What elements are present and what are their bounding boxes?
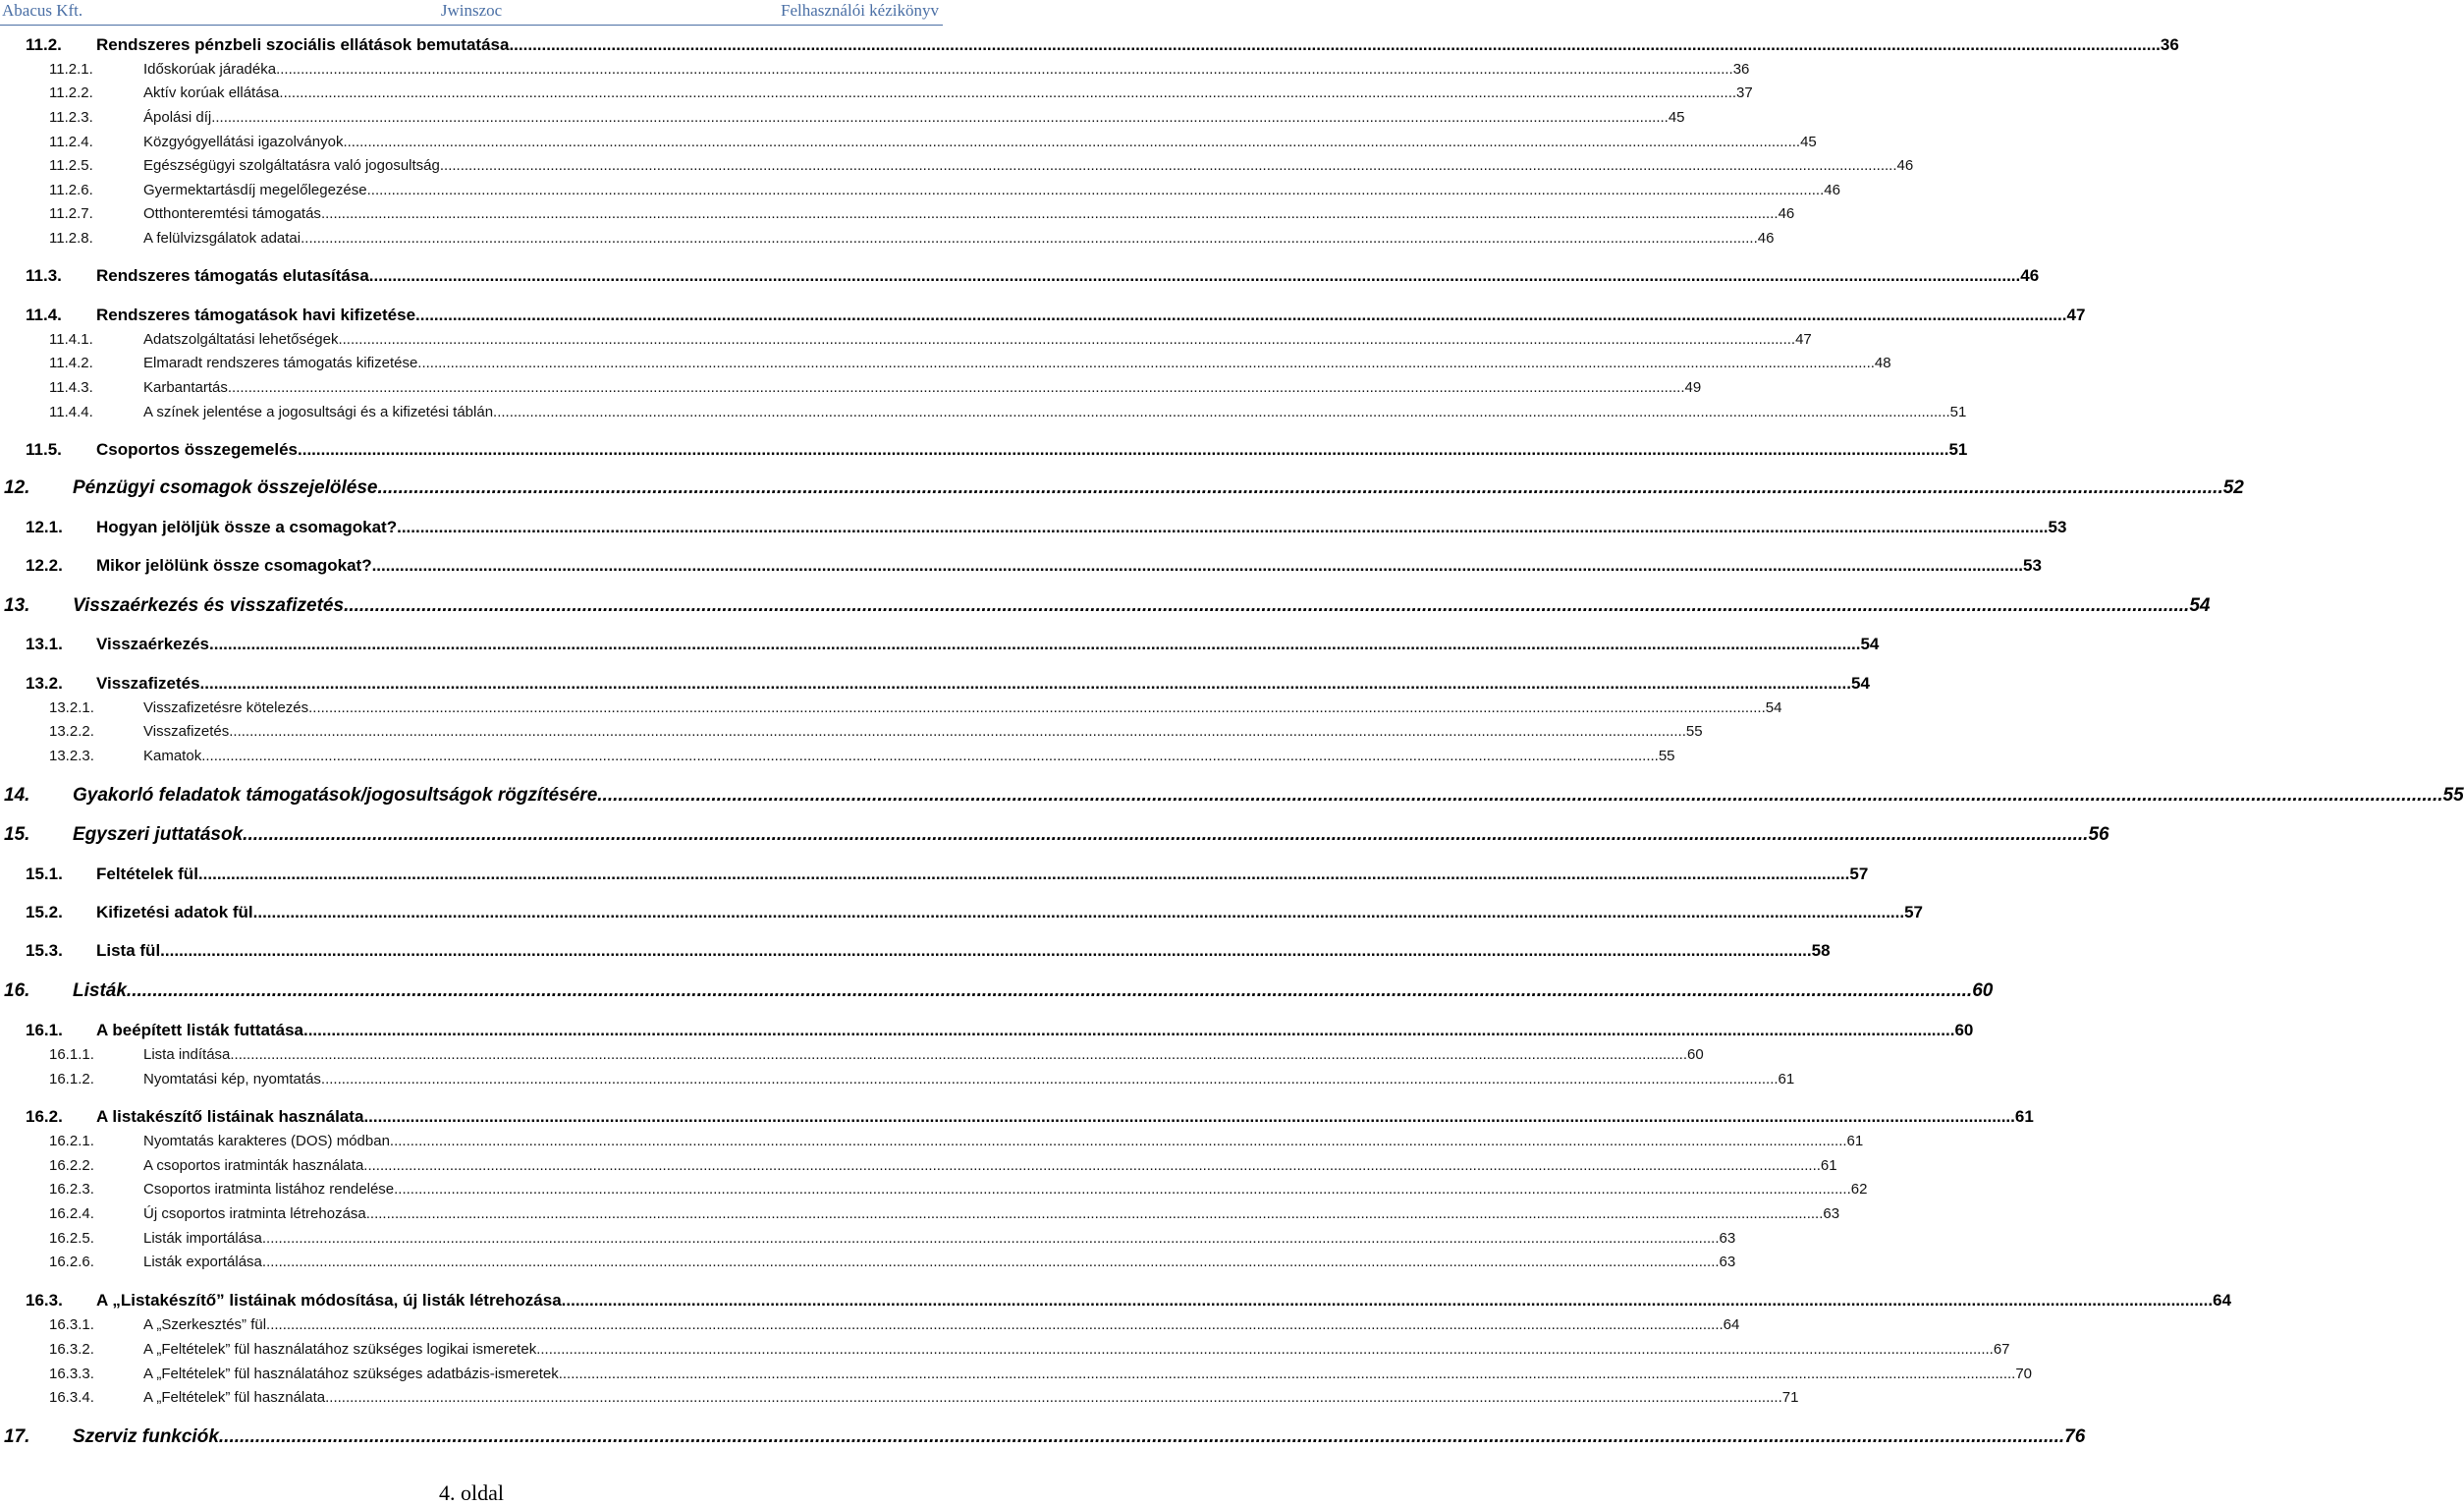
toc-entry-number: 11.2.6. bbox=[49, 182, 93, 198]
toc-dot-leader bbox=[276, 61, 1733, 78]
toc-entry-page: 63 bbox=[1823, 1205, 1840, 1222]
toc-entry[interactable] bbox=[4, 785, 2464, 810]
toc-entry-title: Időskorúak járadéka bbox=[143, 61, 277, 78]
toc-entry-number: 16.3.1. bbox=[49, 1316, 94, 1333]
toc-dot-leader bbox=[366, 1205, 1824, 1222]
toc-entry-title: Kamatok bbox=[143, 748, 202, 764]
toc-entry-number: 11.2.8. bbox=[49, 230, 93, 247]
toc-entry-page: 37 bbox=[1736, 84, 1753, 101]
toc-entry-title: Aktív korúak ellátása bbox=[143, 84, 280, 101]
toc-entry-page: 55 bbox=[2442, 785, 2464, 806]
toc-entry-number: 16.3. bbox=[26, 1291, 63, 1310]
toc-entry-title: Gyakorló feladatok támogatások/jogosultságok rögzítésére bbox=[73, 785, 598, 806]
header-company: Abacus Kft. bbox=[2, 1, 83, 20]
toc-entry-title: Egészségügyi szolgáltatásra való jogosultság bbox=[143, 157, 440, 174]
toc-entry[interactable] bbox=[26, 635, 1880, 656]
toc-entry[interactable] bbox=[49, 1157, 1837, 1177]
toc-entry[interactable] bbox=[26, 556, 2042, 578]
toc-entry[interactable] bbox=[26, 266, 2040, 288]
toc-entry-page: 61 bbox=[1846, 1133, 1864, 1149]
toc-entry[interactable] bbox=[4, 980, 1994, 1006]
toc-entry-number: 11.2.5. bbox=[49, 157, 93, 174]
toc-dot-leader bbox=[321, 1071, 1779, 1088]
toc-entry-number: 13.2.3. bbox=[49, 748, 94, 764]
toc-entry-number: 12.1. bbox=[26, 518, 63, 536]
toc-entry-number: 16.2.3. bbox=[49, 1181, 94, 1198]
toc-entry-number: 16.3.3. bbox=[49, 1366, 94, 1382]
toc-dot-leader bbox=[228, 379, 1685, 396]
toc-entry-page: 55 bbox=[1685, 723, 1703, 740]
toc-dot-leader bbox=[262, 1254, 1720, 1270]
toc-entry-page: 63 bbox=[1719, 1254, 1736, 1270]
toc-entry[interactable] bbox=[49, 1316, 1740, 1336]
toc-dot-leader bbox=[343, 134, 1800, 150]
toc-entry-page: 55 bbox=[1658, 748, 1675, 764]
toc-entry-page: 46 bbox=[1757, 230, 1775, 247]
toc-entry-number: 17. bbox=[4, 1426, 30, 1447]
toc-entry-page: 51 bbox=[1949, 404, 1967, 420]
toc-dot-leader bbox=[509, 35, 2160, 55]
toc-entry-page: 60 bbox=[1687, 1046, 1704, 1063]
toc-dot-leader bbox=[301, 230, 1758, 247]
toc-entry-title: Visszaérkezés és visszafizetés bbox=[73, 595, 345, 616]
toc-entry[interactable] bbox=[49, 1341, 2010, 1361]
toc-entry-number: 15. bbox=[4, 824, 30, 845]
toc-entry[interactable] bbox=[49, 1230, 1736, 1250]
toc-entry-title: Kifizetési adatok fül bbox=[96, 903, 253, 921]
toc-entry[interactable] bbox=[49, 699, 1782, 719]
toc-dot-leader bbox=[219, 1426, 2064, 1448]
toc-entry-number: 11.5. bbox=[26, 440, 62, 459]
toc-entry-number: 16.3.4. bbox=[49, 1389, 94, 1406]
toc-entry-number: 16.1.1. bbox=[49, 1046, 94, 1063]
toc-entry-page: 57 bbox=[1904, 903, 1924, 921]
toc-entry-number: 16.1.2. bbox=[49, 1071, 94, 1088]
toc-entry[interactable] bbox=[49, 404, 1967, 423]
toc-entry-title: A „Feltételek” fül használata bbox=[143, 1389, 326, 1406]
toc-entry-title: Karbantartás bbox=[143, 379, 228, 396]
toc-entry[interactable] bbox=[49, 134, 1817, 153]
toc-entry-title: A listakészítő listáinak használata bbox=[96, 1107, 364, 1126]
toc-entry-page: 56 bbox=[2088, 824, 2109, 845]
toc-entry-number: 15.1. bbox=[26, 865, 63, 883]
toc-entry[interactable] bbox=[49, 84, 1753, 104]
toc-entry-page: 54 bbox=[1850, 674, 1870, 693]
toc-entry-title: Csoportos iratminta listához rendelése bbox=[143, 1181, 395, 1198]
toc-dot-leader bbox=[303, 1021, 1954, 1040]
toc-entry-title: A csoportos iratminták használata bbox=[143, 1157, 364, 1174]
toc-entry-number: 11.2.3. bbox=[49, 109, 93, 126]
toc-entry[interactable] bbox=[26, 440, 1968, 462]
toc-dot-leader bbox=[198, 865, 1849, 884]
toc-entry-title: Mikor jelölünk össze csomagokat? bbox=[96, 556, 372, 575]
toc-dot-leader bbox=[201, 748, 1659, 764]
toc-entry-page: 54 bbox=[2189, 595, 2211, 616]
toc-entry[interactable] bbox=[4, 1426, 2086, 1452]
toc-entry-page: 76 bbox=[2064, 1426, 2086, 1447]
toc-entry-number: 16. bbox=[4, 980, 30, 1001]
toc-entry-title: Listák bbox=[73, 980, 127, 1001]
toc-entry-title: A beépített listák futtatása bbox=[96, 1021, 303, 1039]
toc-dot-leader bbox=[321, 205, 1779, 222]
toc-entry-number: 11.4.2. bbox=[49, 355, 93, 371]
toc-entry-page: 36 bbox=[1732, 61, 1750, 78]
toc-dot-leader bbox=[127, 980, 1972, 1002]
toc-entry-title: Listák importálása bbox=[143, 1230, 262, 1247]
toc-entry-page: 60 bbox=[1954, 1021, 1974, 1039]
toc-dot-leader bbox=[325, 1389, 1782, 1406]
toc-entry-title: Lista fül bbox=[96, 941, 161, 960]
toc-dot-leader bbox=[440, 157, 1897, 174]
toc-dot-leader bbox=[536, 1341, 1994, 1358]
toc-entry-title: A „Feltételek” fül használatához szükséges logikai ismeretek bbox=[143, 1341, 537, 1358]
toc-entry[interactable] bbox=[49, 1366, 2033, 1385]
toc-entry-title: Hogyan jelöljük össze a csomagokat? bbox=[96, 518, 398, 536]
toc-entry-title: Feltételek fül bbox=[96, 865, 198, 883]
toc-entry[interactable] bbox=[26, 306, 2086, 327]
toc-entry-title: Listák exportálása bbox=[143, 1254, 262, 1270]
toc-dot-leader bbox=[160, 941, 1811, 961]
toc-entry[interactable] bbox=[26, 903, 1924, 924]
toc-dot-leader bbox=[230, 1046, 1687, 1063]
toc-entry-title: Nyomtatási kép, nyomtatás bbox=[143, 1071, 321, 1088]
toc-dot-leader bbox=[559, 1366, 2016, 1382]
toc-entry-page: 61 bbox=[1820, 1157, 1837, 1174]
toc-entry-title: Visszafizetés bbox=[96, 674, 200, 693]
toc-entry-title: Rendszeres pénzbeli szociális ellátások bemutatása bbox=[96, 35, 510, 54]
toc-entry-number: 13.2.1. bbox=[49, 699, 94, 716]
toc-entry-page: 52 bbox=[2222, 477, 2244, 498]
toc-entry[interactable] bbox=[26, 35, 2179, 57]
header-rule bbox=[0, 25, 943, 26]
toc-entry-title: Lista indítása bbox=[143, 1046, 231, 1063]
toc-entry-number: 13.2. bbox=[26, 674, 63, 693]
toc-entry-title: Visszafizetésre kötelezés bbox=[143, 699, 309, 716]
toc-entry-title: Otthonteremtési támogatás bbox=[143, 205, 321, 222]
toc-entry-number: 16.1. bbox=[26, 1021, 63, 1039]
toc-entry-page: 53 bbox=[2048, 518, 2067, 536]
toc-entry-title: Gyermektartásdíj megelőlegezése bbox=[143, 182, 367, 198]
toc-entry-title: Szerviz funkciók bbox=[73, 1426, 219, 1447]
header-doc-title: Felhasználói kézikönyv bbox=[781, 1, 939, 20]
toc-entry[interactable] bbox=[4, 477, 2244, 503]
toc-entry-number: 11.4.4. bbox=[49, 404, 93, 420]
toc-entry-number: 11.3. bbox=[26, 266, 62, 285]
toc-dot-leader bbox=[369, 266, 2020, 286]
toc-entry[interactable] bbox=[49, 1046, 1704, 1066]
toc-entry-number: 11.2. bbox=[26, 35, 62, 54]
toc-dot-leader bbox=[417, 355, 1875, 371]
toc-entry-number: 13.2.2. bbox=[49, 723, 94, 740]
toc-dot-leader bbox=[266, 1316, 1724, 1333]
toc-entry[interactable] bbox=[4, 595, 2211, 621]
toc-entry-number: 15.3. bbox=[26, 941, 63, 960]
toc-entry-title: A „Feltételek” fül használatához szükséges adatbázis-ismeretek bbox=[143, 1366, 559, 1382]
toc-entry[interactable] bbox=[49, 1133, 1864, 1152]
toc-entry-number: 11.4. bbox=[26, 306, 62, 324]
toc-entry-title: A felülvizsgálatok adatai bbox=[143, 230, 301, 247]
toc-dot-leader bbox=[493, 404, 1950, 420]
toc-entry-page: 45 bbox=[1668, 109, 1685, 126]
toc-entry-title: Adatszolgáltatási lehetőségek bbox=[143, 331, 339, 348]
toc-entry-number: 16.2.5. bbox=[49, 1230, 94, 1247]
toc-dot-leader bbox=[229, 723, 1686, 740]
toc-entry-number: 11.2.2. bbox=[49, 84, 93, 101]
toc-entry-title: Közgyógyellátási igazolványok bbox=[143, 134, 344, 150]
toc-entry[interactable] bbox=[26, 674, 1870, 696]
toc-dot-leader bbox=[367, 182, 1825, 198]
toc-entry-page: 60 bbox=[1972, 980, 1994, 1001]
toc-dot-leader bbox=[279, 84, 1736, 101]
toc-dot-leader bbox=[372, 556, 2023, 576]
toc-entry-page: 61 bbox=[1778, 1071, 1795, 1088]
toc-entry[interactable] bbox=[49, 748, 1675, 767]
toc-entry[interactable] bbox=[49, 61, 1750, 81]
toc-entry[interactable] bbox=[26, 1021, 1974, 1042]
toc-entry-page: 71 bbox=[1781, 1389, 1799, 1406]
toc-entry-title: A „Listakészítő” listáinak módosítása, új listák létrehozása bbox=[96, 1291, 562, 1310]
toc-entry[interactable] bbox=[49, 182, 1840, 201]
toc-entry-title: Rendszeres támogatás elutasítása bbox=[96, 266, 369, 285]
toc-entry-page: 46 bbox=[1824, 182, 1840, 198]
toc-entry[interactable] bbox=[26, 518, 2067, 539]
toc-entry-number: 13.1. bbox=[26, 635, 63, 653]
toc-entry-title: A „Szerkesztés” fül bbox=[143, 1316, 267, 1333]
toc-dot-leader bbox=[338, 331, 1795, 348]
toc-entry-page: 64 bbox=[2213, 1291, 2232, 1310]
toc-entry[interactable] bbox=[49, 1181, 1868, 1200]
toc-entry[interactable] bbox=[26, 941, 1831, 963]
toc-entry-number: 11.2.1. bbox=[49, 61, 93, 78]
toc-entry-title: Nyomtatás karakteres (DOS) módban bbox=[143, 1133, 390, 1149]
toc-entry-page: 45 bbox=[1800, 134, 1817, 150]
toc-entry-number: 16.2.4. bbox=[49, 1205, 94, 1222]
toc-entry-number: 12.2. bbox=[26, 556, 63, 575]
toc-entry-title: Ápolási díj bbox=[143, 109, 212, 126]
toc-entry-number: 16.3.2. bbox=[49, 1341, 94, 1358]
toc-dot-leader bbox=[243, 824, 2088, 846]
toc-entry-page: 47 bbox=[1795, 331, 1812, 348]
toc-dot-leader bbox=[209, 635, 1860, 654]
page-header bbox=[0, 0, 943, 26]
toc-entry-page: 58 bbox=[1811, 941, 1831, 960]
toc-entry-number: 16.2.1. bbox=[49, 1133, 94, 1149]
toc-entry-page: 67 bbox=[1993, 1341, 2010, 1358]
toc-entry-title: Csoportos összegemelés bbox=[96, 440, 299, 459]
toc-entry[interactable] bbox=[4, 824, 2109, 850]
toc-dot-leader bbox=[597, 785, 2442, 807]
toc-entry[interactable] bbox=[49, 355, 1891, 374]
toc-entry-page: 63 bbox=[1719, 1230, 1736, 1247]
toc-entry-page: 46 bbox=[1896, 157, 1914, 174]
toc-entry-page: 48 bbox=[1874, 355, 1891, 371]
toc-dot-leader bbox=[200, 674, 1851, 694]
toc-dot-leader bbox=[298, 440, 1948, 460]
toc-entry-page: 62 bbox=[1850, 1181, 1868, 1198]
toc-dot-leader bbox=[344, 595, 2189, 617]
toc-entry-number: 16.2. bbox=[26, 1107, 63, 1126]
toc-entry-page: 54 bbox=[1765, 699, 1782, 716]
toc-entry[interactable] bbox=[49, 1071, 1795, 1090]
toc-entry-page: 70 bbox=[2015, 1366, 2033, 1382]
toc-dot-leader bbox=[377, 477, 2222, 499]
toc-entry-page: 46 bbox=[2020, 266, 2040, 285]
toc-dot-leader bbox=[211, 109, 1669, 126]
toc-entry[interactable] bbox=[49, 1389, 1799, 1409]
toc-entry-number: 11.2.4. bbox=[49, 134, 93, 150]
toc-entry-number: 11.4.3. bbox=[49, 379, 93, 396]
toc-entry-page: 51 bbox=[1948, 440, 1968, 459]
toc-entry[interactable] bbox=[26, 1291, 2232, 1312]
toc-entry-page: 57 bbox=[1849, 865, 1869, 883]
toc-entry[interactable] bbox=[49, 230, 1775, 250]
toc-dot-leader bbox=[415, 306, 2066, 325]
toc-dot-leader bbox=[308, 699, 1766, 716]
toc-dot-leader bbox=[394, 1181, 1851, 1198]
toc-entry[interactable] bbox=[49, 109, 1685, 129]
toc-dot-leader bbox=[397, 518, 2048, 537]
toc-dot-leader bbox=[253, 903, 1904, 922]
toc-entry-title: Elmaradt rendszeres támogatás kifizetése bbox=[143, 355, 418, 371]
toc-entry-title: Egyszeri juttatások bbox=[73, 824, 244, 845]
toc-entry[interactable] bbox=[49, 723, 1703, 743]
toc-entry-page: 46 bbox=[1778, 205, 1795, 222]
toc-entry[interactable] bbox=[49, 1254, 1736, 1273]
toc-entry-title: A színek jelentése a jogosultsági és a kifizetési táblán bbox=[143, 404, 494, 420]
toc-dot-leader bbox=[562, 1291, 2213, 1311]
toc-entry-number: 15.2. bbox=[26, 903, 63, 921]
header-product: Jwinszoc bbox=[440, 1, 503, 20]
toc-entry-title: Pénzügyi csomagok összejelölése bbox=[73, 477, 378, 498]
toc-entry-number: 16.2.6. bbox=[49, 1254, 94, 1270]
toc-entry-number: 14. bbox=[4, 785, 30, 806]
toc-entry-number: 11.4.1. bbox=[49, 331, 93, 348]
toc-dot-leader bbox=[390, 1133, 1847, 1149]
toc-dot-leader bbox=[363, 1157, 1821, 1174]
toc-entry-page: 49 bbox=[1684, 379, 1702, 396]
toc-entry[interactable] bbox=[49, 331, 1812, 351]
toc-entry[interactable] bbox=[26, 865, 1869, 886]
toc-entry-page: 64 bbox=[1723, 1316, 1740, 1333]
toc-dot-leader bbox=[262, 1230, 1720, 1247]
toc-entry-title: Új csoportos iratminta létrehozása bbox=[143, 1205, 366, 1222]
toc-entry-number: 12. bbox=[4, 477, 30, 498]
toc-entry-page: 36 bbox=[2160, 35, 2179, 54]
toc-entry-page: 61 bbox=[2014, 1107, 2034, 1126]
toc-entry[interactable] bbox=[49, 379, 1702, 399]
toc-entry-title: Visszaérkezés bbox=[96, 635, 210, 653]
toc-entry[interactable] bbox=[49, 205, 1795, 225]
toc-entry-number: 16.2.2. bbox=[49, 1157, 94, 1174]
toc-entry-number: 13. bbox=[4, 595, 30, 616]
toc-entry-title: Visszafizetés bbox=[143, 723, 230, 740]
toc-entry-number: 11.2.7. bbox=[49, 205, 93, 222]
toc-entry-title: Rendszeres támogatások havi kifizetése bbox=[96, 306, 416, 324]
toc-entry-page: 47 bbox=[2066, 306, 2086, 324]
toc-entry[interactable] bbox=[49, 157, 1914, 177]
toc-entry-page: 53 bbox=[2023, 556, 2042, 575]
page-number: 4. oldal bbox=[439, 1480, 504, 1505]
toc-entry-page: 54 bbox=[1860, 635, 1880, 653]
toc-dot-leader bbox=[363, 1107, 2014, 1127]
toc-entry[interactable] bbox=[26, 1107, 2034, 1129]
toc-entry[interactable] bbox=[49, 1205, 1840, 1225]
